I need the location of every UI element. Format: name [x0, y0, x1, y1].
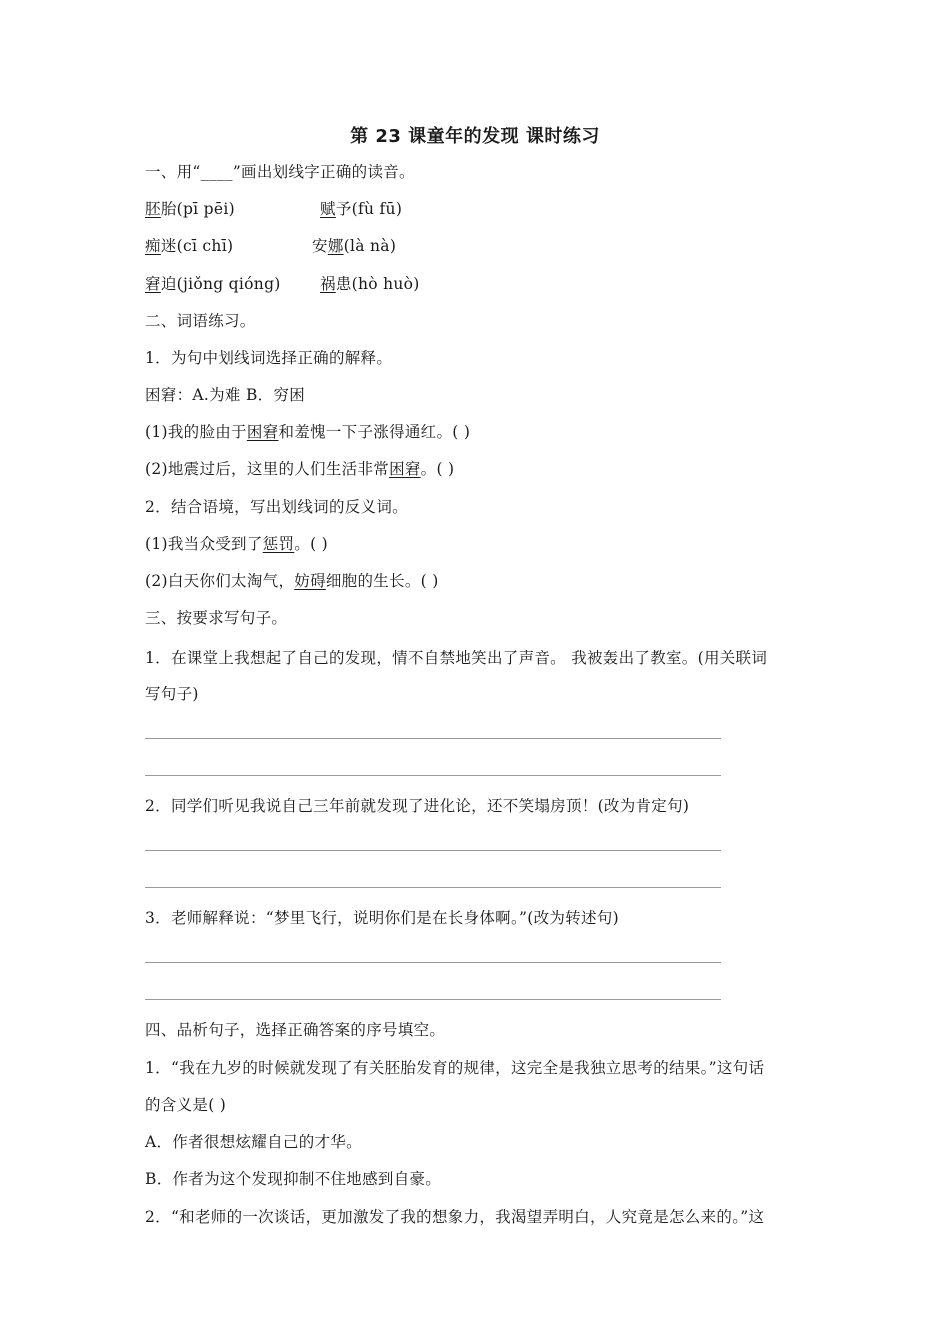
- underlined-char: 娜: [327, 237, 344, 255]
- pinyin-item: [145, 199, 235, 219]
- pinyin-item: [145, 274, 281, 294]
- question-text: 2．“和老师的一次谈话，更加激发了我的想象力，我渴望弄明白，人究竟是怎么来的。”这: [145, 1208, 765, 1226]
- sentence-text: 。( ): [294, 535, 328, 553]
- sentence-text: (1)我当众受到了: [145, 535, 263, 553]
- section-1-heading: 一、用“____”画出划线字正确的读音。: [145, 163, 415, 181]
- answer-line[interactable]: [145, 999, 721, 1000]
- underlined-char: 赋: [320, 200, 336, 218]
- answer-option-b: B．作者为这个发现抑制不住地感到自豪。: [145, 1170, 442, 1188]
- question-item: [145, 422, 470, 442]
- answer-line[interactable]: [145, 775, 721, 776]
- underlined-word: 惩罚: [262, 535, 295, 553]
- question-text: 写句子): [145, 685, 199, 703]
- answer-options: 困窘：A.为难 B．穷困: [145, 386, 306, 404]
- answer-line[interactable]: [145, 738, 721, 739]
- question-text: 1．“我在九岁的时候就发现了有关胚胎发育的规律，这完全是我独立思考的结果。”这句话: [145, 1059, 765, 1077]
- question-text: 1．在课堂上我想起了自己的发现，情不自禁地笑出了声音。 我被轰出了教室。(用关联词: [145, 649, 768, 667]
- question-text: 1．为句中划线词选择正确的解释。: [145, 349, 393, 367]
- sentence-text: (2)白天你们太淘气，: [145, 572, 295, 590]
- sentence-text: 和羞愧一下子涨得通红。( ): [278, 423, 471, 441]
- answer-line[interactable]: [145, 962, 721, 963]
- section-4-heading: 四、品析句子，选择正确答案的序号填空。: [145, 1021, 446, 1039]
- underlined-char: 祸: [320, 275, 336, 293]
- answer-line[interactable]: [145, 887, 721, 888]
- pinyin-options: 迷(cī chī): [160, 237, 234, 255]
- answer-option-a: A．作者很想炫耀自己的才华。: [145, 1133, 362, 1151]
- pinyin-options: 胎(pī pēi): [160, 200, 235, 218]
- question-item: [145, 459, 454, 479]
- pinyin-item: [320, 274, 420, 294]
- page-title: 第 23 课童年的发现 课时练习: [350, 126, 600, 147]
- pinyin-options: 予(fù fū): [335, 200, 403, 218]
- underlined-char: 胚: [145, 200, 161, 218]
- question-item: [145, 571, 439, 591]
- answer-line[interactable]: [145, 850, 721, 851]
- question-text: 2．结合语境，写出划线词的反义词。: [145, 498, 408, 516]
- underlined-word: 妨碍: [294, 572, 326, 590]
- underlined-word: 困窘: [389, 460, 421, 478]
- pinyin-options: 患(hò huò): [335, 275, 420, 293]
- underlined-char: 窘: [145, 275, 161, 293]
- question-text: 的含义是( ): [145, 1096, 227, 1114]
- question-text: 3．老师解释说：“梦里飞行，说明你们是在长身体啊。”(改为转述句): [145, 909, 619, 927]
- pinyin-options: (là nà): [343, 237, 397, 255]
- sentence-text: 细胞的生长。( ): [325, 572, 439, 590]
- pinyin-item: [320, 199, 402, 219]
- plain-char: 安: [312, 237, 328, 255]
- pinyin-item: [145, 236, 233, 256]
- sentence-text: (1)我的脸由于: [145, 423, 247, 441]
- underlined-char: 痴: [145, 237, 161, 255]
- pinyin-item: [312, 236, 396, 256]
- section-3-heading: 三、按要求写句子。: [145, 609, 288, 627]
- underlined-word: 困窘: [246, 423, 279, 441]
- pinyin-options: 迫(jiǒng qióng): [160, 275, 281, 293]
- section-2-heading: 二、词语练习。: [145, 312, 256, 330]
- sentence-text: (2)地震过后，这里的人们生活非常: [145, 460, 390, 478]
- question-text: 2．同学们听见我说自己三年前就发现了进化论，还不笑塌房顶！(改为肯定句): [145, 797, 690, 815]
- question-item: [145, 534, 328, 554]
- sentence-text: 。( ): [420, 460, 455, 478]
